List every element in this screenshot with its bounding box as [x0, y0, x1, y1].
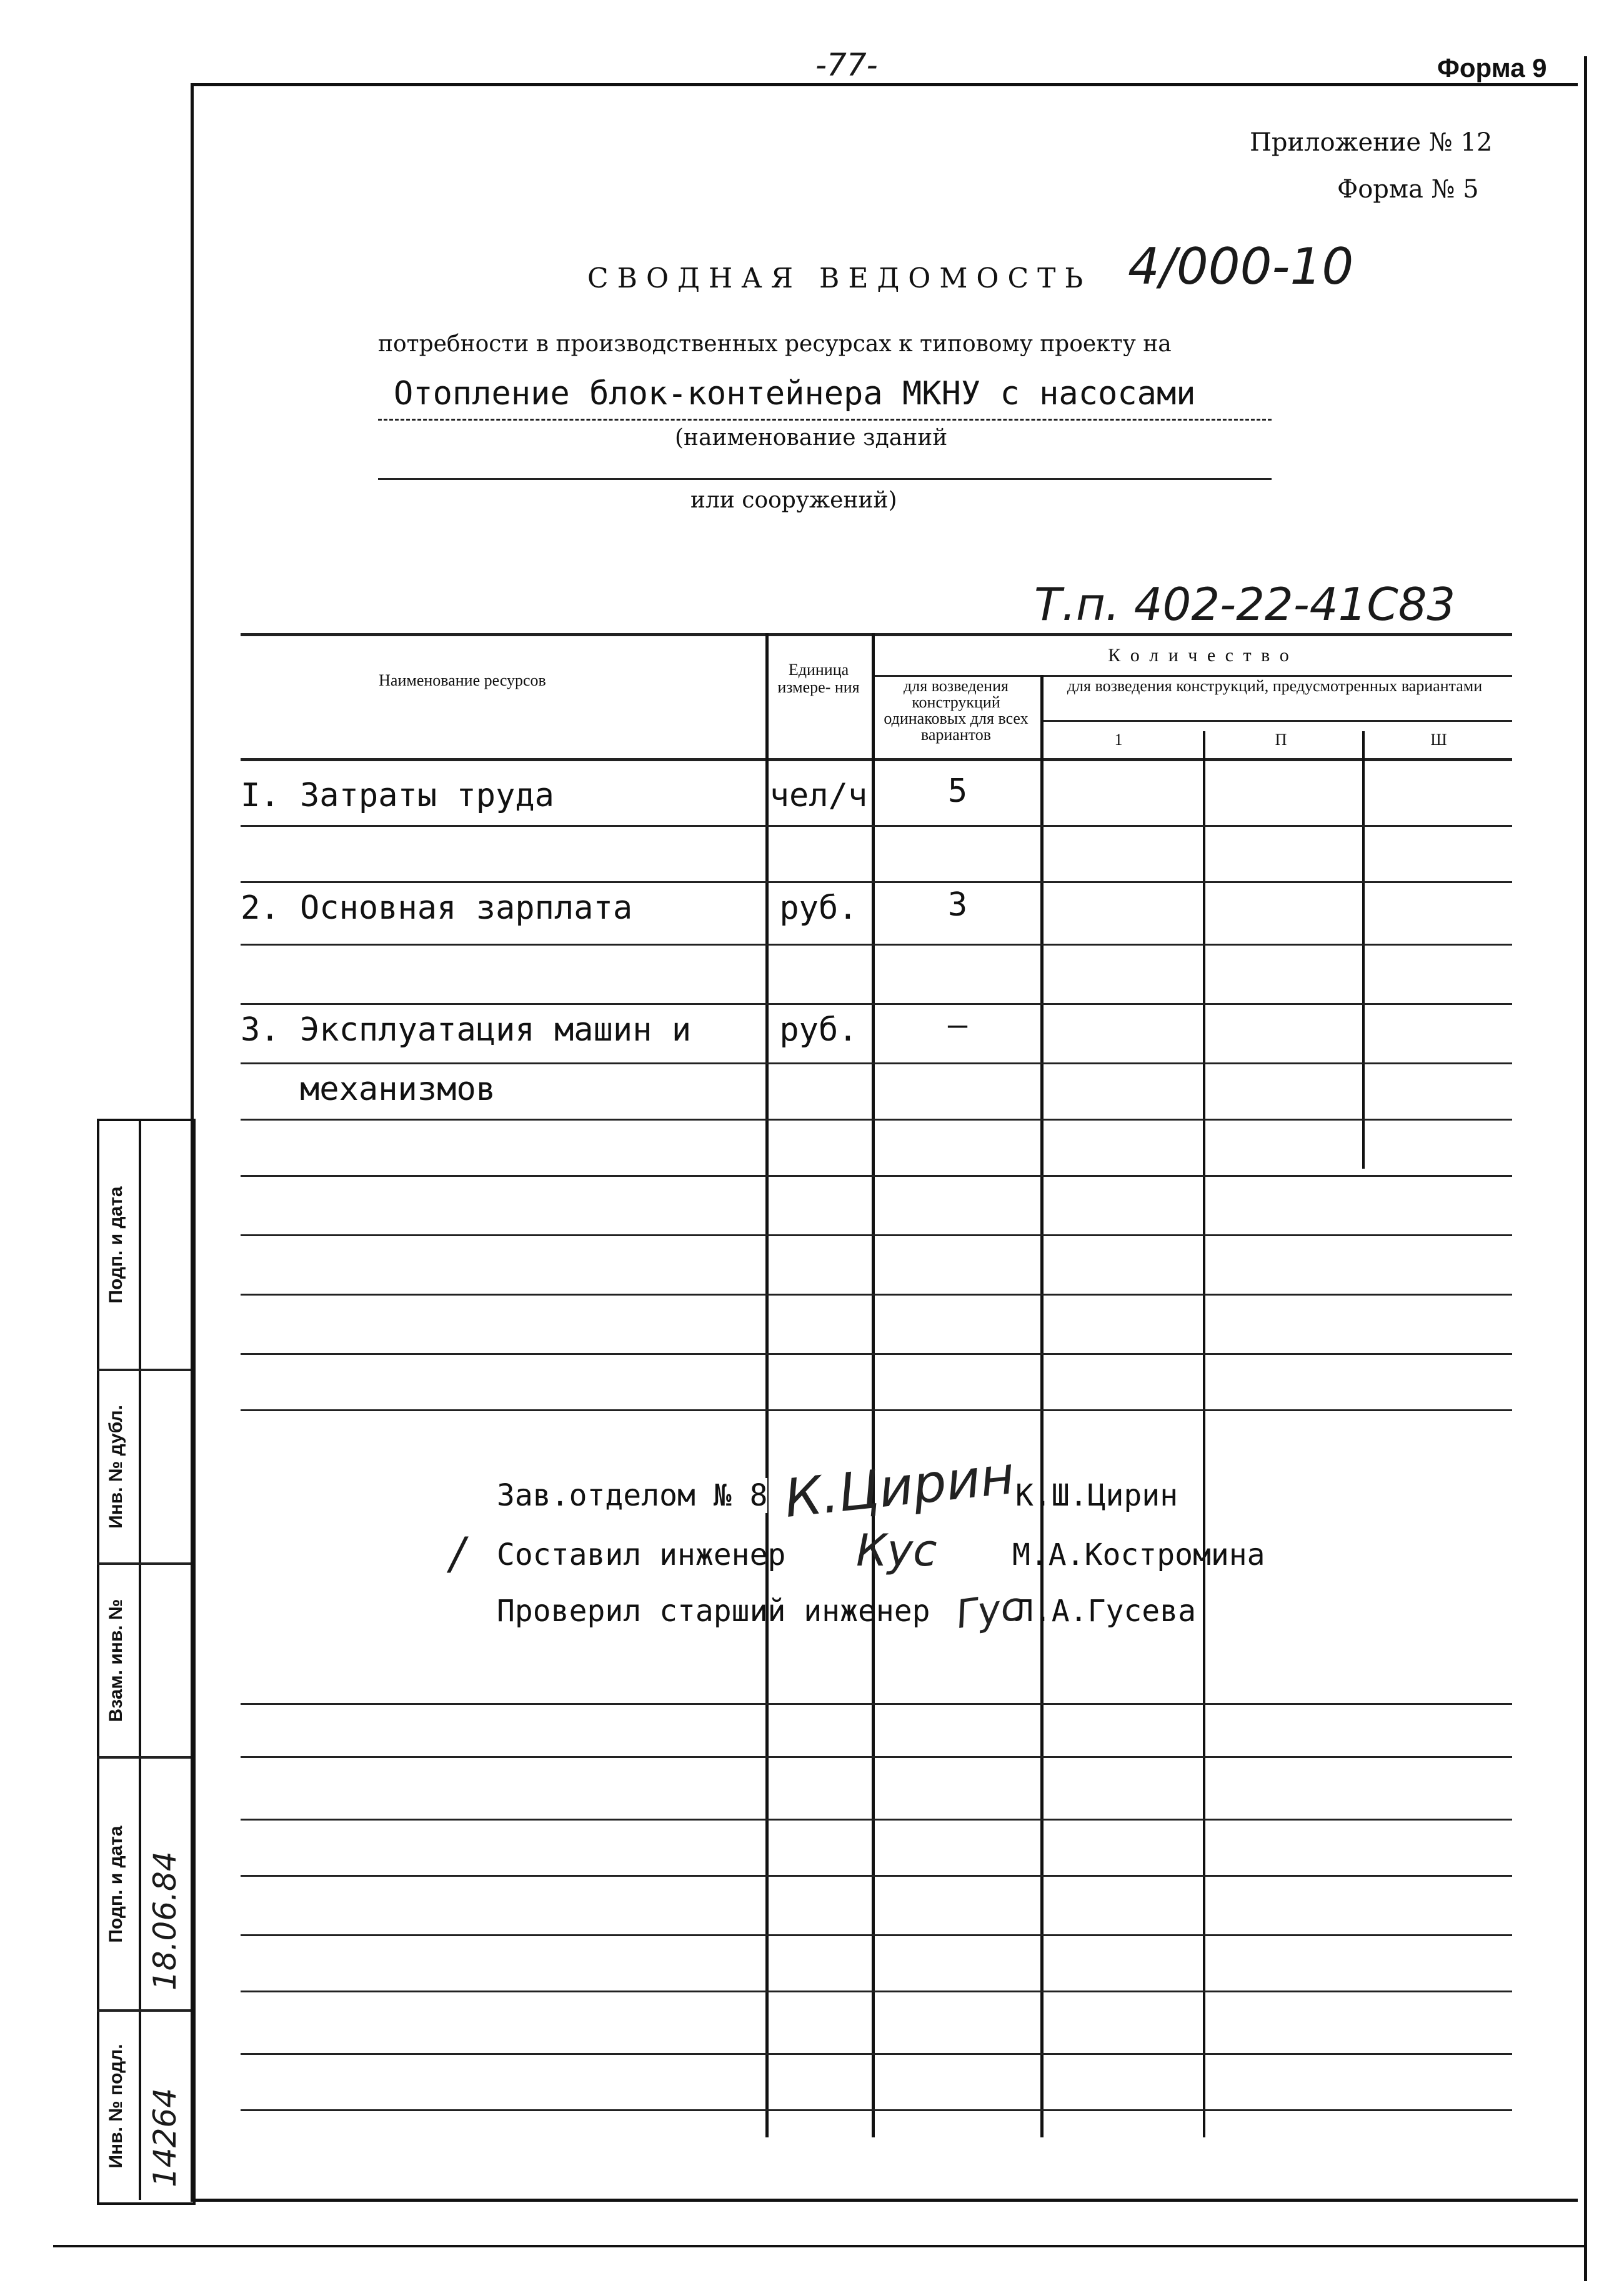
row-2-qty: 3	[947, 886, 968, 924]
col-divider-variants	[1040, 675, 1044, 2137]
row-line	[241, 1353, 1512, 1355]
frame-right-edge	[1584, 56, 1587, 2281]
row-line	[241, 1062, 1512, 1064]
row-3-qty: –	[947, 1006, 968, 1044]
row-line	[241, 1119, 1512, 1121]
row-2-number: 2.	[241, 889, 280, 927]
row-1-qty: 5	[947, 772, 968, 810]
col-divider-v3	[1362, 731, 1365, 1169]
variants-header-line	[1040, 720, 1512, 722]
col-divider-v2	[1203, 731, 1205, 2137]
row-line	[241, 1819, 1512, 1821]
appendix-number: Приложение № 12	[1250, 128, 1493, 157]
variant-label-2: П	[1275, 731, 1287, 749]
row-2-name: Основная зарплата	[300, 889, 633, 927]
stamp-field-replace-inv: Взам. инв. №	[106, 1599, 126, 1722]
row-3-unit: руб.	[779, 1011, 858, 1049]
stamp-field-sign-date-2: Подп. и дата	[106, 1826, 126, 1943]
stamp-hand-inv: 14264	[147, 2087, 183, 2187]
col-divider-unit	[765, 633, 769, 2137]
signature-2-role: Составил инженер	[497, 1537, 786, 1572]
form-number: Форма № 5	[1337, 175, 1479, 204]
form-label-top: Форма 9	[1437, 53, 1547, 82]
variant-label-3: Ш	[1430, 731, 1447, 749]
title-code: 4/000-10	[1128, 237, 1354, 296]
col-variants-header: для возведения конструкций, предусмотренных вариантами	[1067, 677, 1483, 695]
qty-header: К о л и ч е с т в о	[1108, 645, 1292, 666]
row-line	[241, 1294, 1512, 1296]
object-name: Отопление блок-контейнера МКНУ с насосами	[394, 375, 1196, 412]
object-hint-1: (наименование зданий	[675, 425, 948, 451]
row-line	[241, 1756, 1512, 1758]
row-3-number: 3.	[241, 1011, 280, 1049]
row-line	[241, 825, 1512, 827]
row-line	[241, 1934, 1512, 1936]
row-line	[241, 1234, 1512, 1236]
signature-3-handwriting: Гус	[953, 1583, 1025, 1637]
object-hint-2: или сооружений)	[690, 487, 897, 513]
signature-1-handwriting: К.Цирин	[781, 1444, 1018, 1530]
row-2-unit: руб.	[779, 889, 858, 927]
row-line	[241, 1175, 1512, 1177]
col-name-header: Наименование ресурсов	[379, 671, 546, 689]
row-3-name-continued: механизмов	[300, 1071, 496, 1108]
row-1-unit: чел/ч	[769, 777, 868, 814]
col-common-header: для возведения конструкций одинаковых для всех вариантов	[884, 677, 1029, 744]
col-unit-header: Единица измере- ния	[777, 661, 860, 696]
object-name-underline	[378, 419, 1272, 422]
table-top-border	[241, 633, 1512, 636]
object-name-line-2	[378, 478, 1272, 480]
slash-mark: /	[450, 1528, 465, 1579]
row-3-name: Эксплуатация машин и	[300, 1011, 692, 1049]
row-line	[241, 944, 1512, 946]
stamp-field-inv-dup: Инв. № дубл.	[106, 1405, 126, 1529]
side-stamp-divider	[139, 1119, 141, 2200]
stamp-field-inv-orig: Инв. № подл.	[106, 2044, 126, 2169]
signature-2-name: М.А.Костромина	[1012, 1537, 1265, 1572]
signature-1-role: Зав.отделом № 8	[497, 1478, 768, 1513]
row-1-number: I.	[241, 777, 280, 814]
subtitle: потребности в производственных ресурсах к типовому проекту на	[378, 331, 1172, 357]
row-line	[241, 1991, 1512, 1992]
signature-3-role: Проверил старший инженер	[497, 1594, 930, 1629]
stamp-hand-date: 18.06.84	[147, 1851, 183, 1991]
row-line	[241, 2053, 1512, 2055]
page-number: -77-	[815, 47, 878, 83]
row-1-name: Затраты труда	[300, 777, 554, 814]
project-code: Т.п. 402-22-41С83	[1034, 578, 1456, 631]
col-divider-common	[872, 633, 875, 2137]
row-line	[241, 1875, 1512, 1877]
document-title: СВОДНАЯ ВЕДОМОСТЬ	[587, 262, 1092, 294]
table-header-bottom	[241, 758, 1512, 761]
row-line	[241, 1003, 1512, 1005]
row-line	[241, 1703, 1512, 1705]
variant-label-1: 1	[1114, 731, 1123, 749]
signature-1-name: К.Ш.Цирин	[1015, 1478, 1178, 1513]
signature-2-handwriting: Кус	[856, 1525, 937, 1576]
stamp-field-sign-date-1: Подп. и дата	[106, 1186, 126, 1304]
row-line	[241, 2109, 1512, 2111]
bottom-rule	[53, 2245, 1584, 2247]
signature-3-name: Л.А.Гусева	[1015, 1594, 1196, 1629]
row-line	[241, 881, 1512, 883]
row-line	[241, 1409, 1512, 1411]
